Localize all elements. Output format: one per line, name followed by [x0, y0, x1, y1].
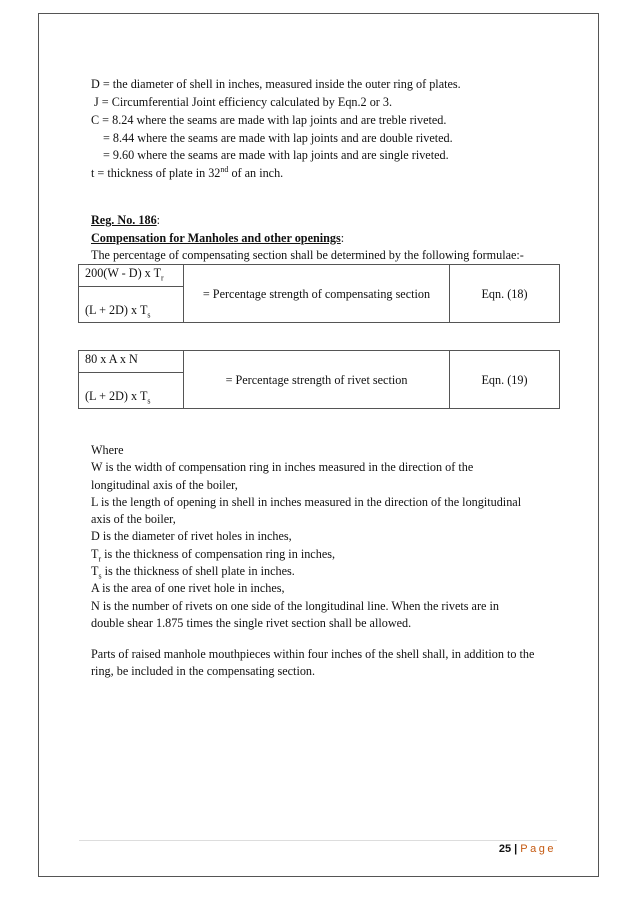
where-line: axis of the boiler, [91, 512, 176, 526]
where-title: Where [91, 443, 124, 457]
equation-numerator: 80 x A x N [79, 351, 184, 373]
regulation-number: Reg. No. 186: [91, 213, 161, 227]
definition-t: t = thickness of plate in 32nd of an inch. [91, 164, 284, 180]
equation-numerator: 200(W - D) x $T_r$ [79, 265, 184, 287]
equation-description: = Percentage strength of compensating section [184, 265, 450, 323]
equation-19-table [78, 350, 560, 409]
definition-c1: C = 8.24 where the seams are made with lap joints and are treble riveted. [91, 113, 447, 127]
definition-d: D = the diameter of shell in inches, measured inside the outer ring of plates. [91, 77, 461, 91]
where-line: D is the diameter of rivet holes in inches, [91, 529, 292, 543]
closing-line: Parts of raised manhole mouthpieces within four inches of the shell shall, in addition to the [91, 647, 535, 661]
equation-label: Eqn. (18) [450, 265, 560, 323]
where-line: double shear 1.875 times the single rivet section shall be allowed. [91, 616, 412, 630]
where-line: $T_r$ is the thickness of compensation ring in inches, [91, 547, 336, 564]
equation-denominator: (L + 2D) x $T_s$ [79, 287, 184, 323]
equation-denominator: (L + 2D) x $T_s$ [79, 373, 184, 409]
where-line: N is the number of rivets on one side of the longitudinal line. When the rivets are in [91, 599, 499, 613]
page-word: Page [520, 843, 556, 855]
where-line: W is the width of compensation ring in inches measured in the direction of the [91, 460, 474, 474]
page-footer: 25 | Page [498, 843, 556, 855]
equation-description: = Percentage strength of rivet section [184, 351, 450, 409]
where-line: L is the length of opening in shell in inches measured in the direction of the longitudinal [91, 495, 522, 509]
definition-j: J = Circumferential Joint efficiency calculated by Eqn.2 or 3. [94, 95, 393, 109]
where-line: A is the area of one rivet hole in inches, [91, 581, 285, 595]
definition-c2: = 8.44 where the seams are made with lap joints and are double riveted. [103, 131, 453, 145]
where-line: $T_s$ is the thickness of shell plate in inches. [91, 564, 295, 581]
closing-line: ring, be included in the compensating section. [91, 664, 316, 678]
definition-c3: = 9.60 where the seams are made with lap joints and are single riveted. [103, 148, 449, 162]
regulation-intro: The percentage of compensating section shall be determined by the following formulae:- [91, 248, 524, 262]
equation-label: Eqn. (19) [450, 351, 560, 409]
page-number: 25 [498, 843, 512, 855]
regulation-heading: Compensation for Manholes and other openings: [91, 231, 345, 245]
where-line: longitudinal axis of the boiler, [91, 478, 238, 492]
equation-18-table [78, 264, 560, 323]
footer-divider [79, 840, 557, 841]
